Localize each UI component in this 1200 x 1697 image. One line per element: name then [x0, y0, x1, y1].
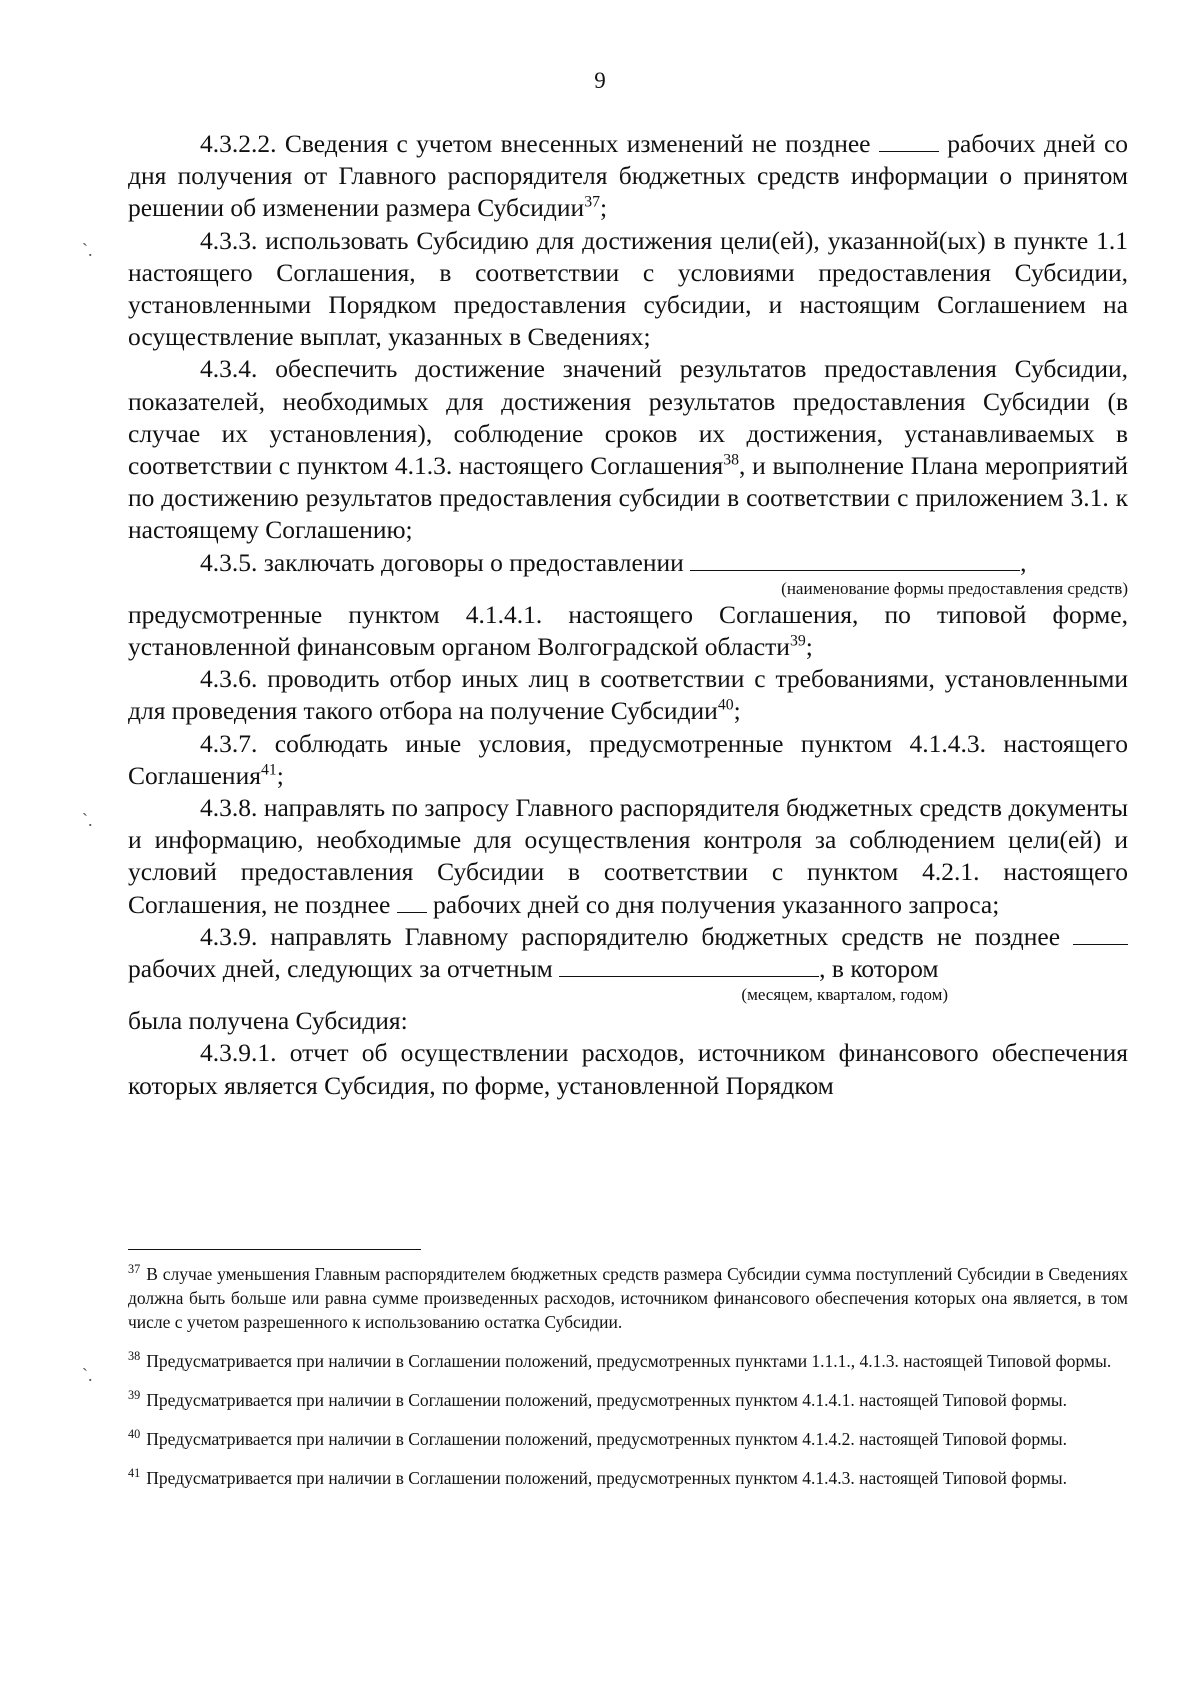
blank-days-3	[1073, 924, 1128, 945]
paragraph-4-3-7: 4.3.7. соблюдать иные условия, предусмотренные пунктом 4.1.4.3. настоящего Соглашения$^{41}$;	[128, 728, 1128, 790]
paragraph-4-3-3: 4.3.3. использовать Субсидию для достижения цели(ей), указанной(ых) в пункте 1.1 настоящего Соглашения, в соответствии с условиями предоставления Субсидии, установленными Порядком предоставления субсидии, и настоящим Соглашением на осуществление выплат, указанных в Сведениях;	[128, 225, 1128, 352]
paragraph-4-3-8: 4.3.8. направлять по запросу Главного распорядителя бюджетных средств документы и информацию, необходимые для осуществления контроля за соблюдением цели(ей) и условий предоставления Субсидии в соответствии с пунктом 4.2.1. настоящего Соглашения, не позднее рабочих дней со дня получения указанного запроса;	[128, 793, 1128, 919]
paragraph-4-3-5: 4.3.5. заключать договоры о предоставлении ,	[200, 547, 1027, 577]
footnote-ref-38: 38	[723, 451, 739, 469]
footnote-ref-39: 39	[789, 632, 806, 650]
paragraph-4-3-9-1: 4.3.9.1. отчет об осуществлении расходов, источником финансового обеспечения которых является Субсидия, по форме, установленной Порядком	[128, 1038, 1128, 1100]
footnote-41: $^{41}$ Предусматривается при наличии в Соглашении положений, предусмотренных пунктом 4.1.4.3. настоящей Типовой формы.	[128, 1466, 1068, 1488]
blank-form	[690, 550, 1020, 571]
footnote-ref-40: 40	[717, 696, 734, 714]
blank-period	[559, 956, 819, 977]
footnote-separator	[128, 1249, 421, 1250]
footnote-38: $^{38}$ Предусматривается при наличии в Соглашении положений, предусмотренных пунктами 1.1.1., 4.1.3. настоящей Типовой формы.	[128, 1349, 1112, 1371]
footnote-ref-41: 41	[260, 761, 277, 779]
caption-form: (наименование формы предоставления средств)	[781, 578, 1128, 598]
scan-mark: `.	[82, 240, 93, 260]
blank-days-2	[397, 892, 427, 913]
blank-days	[879, 131, 939, 152]
paragraph-4-3-9-cont: была получена Субсидия:	[128, 1006, 408, 1036]
document-body	[128, 128, 1128, 1102]
footnote-ref-37: 37	[584, 193, 600, 211]
footnote-37: $^{37}$ В случае уменьшения Главным распорядителем бюджетных средств размера Субсидии сумма поступлений Субсидии в Сведениях должна быть больше или равна сумме произведенных расходов, источником финансового обеспечения которых она является, в том числе с учетом разрешенного к использованию остатка Субсидии.	[128, 1262, 1128, 1332]
paragraph-4-3-5-cont: предусмотренные пунктом 4.1.4.1. настоящего Соглашения, по типовой форме, установленной финансовым органом Волгоградской области$^{39}$;	[128, 599, 1128, 662]
footnotes	[128, 1262, 1128, 1505]
scan-mark: `.	[82, 810, 93, 830]
footnote-40: $^{40}$ Предусматривается при наличии в Соглашении положений, предусмотренных пунктом 4.1.4.2. настоящей Типовой формы.	[128, 1427, 1068, 1449]
paragraph-4-3-2-2: 4.3.2.2. Сведения с учетом внесенных изменений не позднее рабочих дней со дня получения от Главного распорядителя бюджетных средств информации о принятом решении об изменении размера Субсидии$^{37}$;	[128, 129, 1129, 223]
footnote-39: $^{39}$ Предусматривается при наличии в Соглашении положений, предусмотренных пунктом 4.1.4.1. настоящей Типовой формы.	[128, 1388, 1068, 1410]
paragraph-4-3-6: 4.3.6. проводить отбор иных лиц в соответствии с требованиями, установленными для проведения такого отбора на получение Субсидии$^{40}$;	[128, 664, 1128, 726]
page-number: 9	[594, 68, 606, 93]
paragraph-4-3-4: 4.3.4. обеспечить достижение значений результатов предоставления Субсидии, показателей, необходимых для достижения результатов предоставления Субсидии (в случае их установления), соблюдение сроков их достижения, устанавливаемых в соответствии с пунктом 4.1.3. настоящего Соглашения$^{38}$, и выполнение Плана мероприятий по достижению результатов предоставления субсидии в соответствии с приложением 3.1. к настоящему Соглашению;	[128, 354, 1128, 545]
scan-mark: `.	[82, 1365, 93, 1385]
caption-period: (месяцем, кварталом, годом)	[741, 985, 948, 1005]
paragraph-4-3-9: 4.3.9. направлять Главному распорядителю бюджетных средств не позднее рабочих дней, следующих за отчетным , в котором	[128, 921, 1128, 985]
